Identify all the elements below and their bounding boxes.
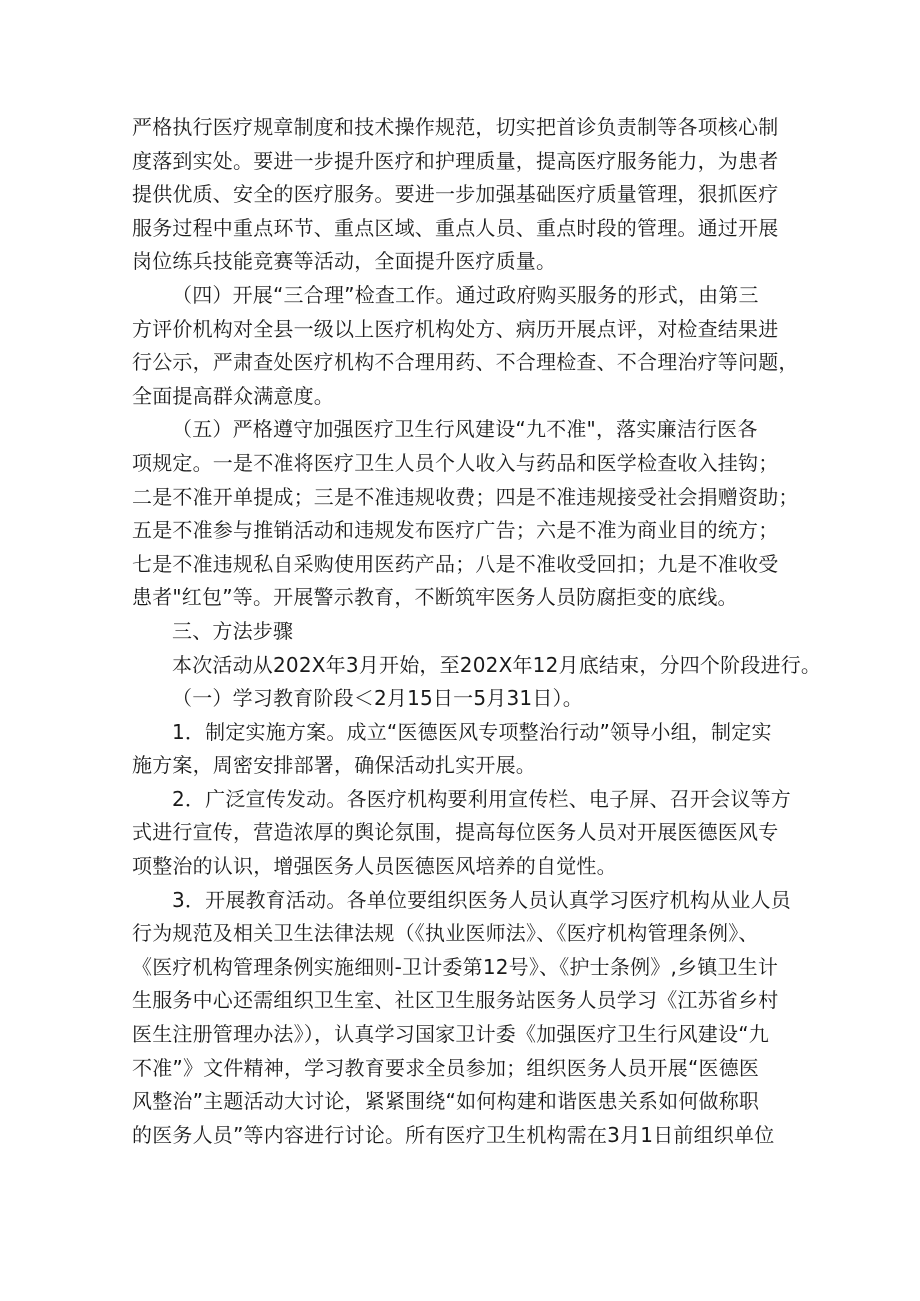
text-line: 项整治的认识，增强医务人员医德医风培养的自觉性。 <box>132 854 617 879</box>
text-line: 提供优质、安全的医疗服务。要进一步加强基础医疗质量管理，狠抓医疗 <box>132 182 779 207</box>
text-line: 五是不准参与推销活动和违规发布医疗广告；六是不准为商业目的统方； <box>132 518 779 543</box>
text-line: 方评价机构对全县一级以上医疗机构处方、病历开展点评，对检查结果进 <box>132 316 779 341</box>
text-line: 生服务中心还需组织卫生室、社区卫生服务站医务人员学习《江苏省乡村 <box>132 988 779 1013</box>
text-line: 行公示，严肃查处医疗机构不合理用药、不合理检查、不合理治疗等问题， <box>132 350 799 375</box>
text-line: 岗位练兵技能竞赛等活动，全面提升医疗质量。 <box>132 249 557 274</box>
text-line: 三、方法步骤 <box>172 618 294 643</box>
text-line: 服务过程中重点环节、重点区域、重点人员、重点时段的管理。通过开展 <box>132 215 779 240</box>
text-line: 《医疗机构管理条例实施细则-卫计委第12号》、《护士条例》,乡镇卫生计 <box>132 954 779 979</box>
text-line: 施方案，周密安排部署，确保活动扎实开展。 <box>132 753 536 778</box>
text-line: 不准”》文件精神，学习教育要求全员参加；组织医务人员开展“医德医 <box>132 1055 760 1080</box>
text-line: 项规定。一是不准将医疗卫生人员个人收入与药品和医学检查收入挂钩； <box>132 450 779 475</box>
text-line: 本次活动从202X年3月开始，至202X年12月底结束，分四个阶段进行。 <box>172 652 822 677</box>
text-line: 式进行宣传，营造浓厚的舆论氛围，提高每位医务人员对开展医德医风专 <box>132 820 779 845</box>
text-line: （五）严格遵守加强医疗卫生行风建设“九不准"，落实廉洁行医各 <box>172 417 758 442</box>
text-line: 全面提高群众满意度。 <box>132 383 334 408</box>
text-line: 的医务人员”等内容进行讨论。所有医疗卫生机构需在3月1日前组织单位 <box>132 1122 775 1147</box>
text-line: 二是不准开单提成；三是不准违规收费；四是不准违规接受社会捐赠资助； <box>132 484 799 509</box>
text-line: （一）学习教育阶段＜2月15日一5月31日）。 <box>172 686 583 711</box>
text-line: 行为规范及相关卫生法律法规（《执业医师法》、《医疗机构管理条例》、 <box>132 921 759 946</box>
text-line: 七是不准违规私自采购使用医药产品；八是不准收受回扣；九是不准收受 <box>132 551 779 576</box>
text-line: （四）开展“三合理”检查工作。通过政府购买服务的形式，由第三 <box>172 282 759 307</box>
text-line: 1．制定实施方案。成立“医德医风专项整治行动”领导小组，制定实 <box>172 719 772 744</box>
text-line: 3．开展教育活动。各单位要组织医务人员认真学习医疗机构从业人员 <box>172 887 791 912</box>
text-line: 2．广泛宣传发动。各医疗机构要利用宣传栏、电子屏、召开会议等方 <box>172 786 791 811</box>
document-body <box>132 111 822 1152</box>
text-line: 风整治”主题活动大讨论，紧紧围绕“如何构建和谐医患关系如何做称职 <box>132 1089 760 1114</box>
text-line: 医生注册管理办法》），认真学习国家卫计委《加强医疗卫生行风建设“九 <box>132 1022 769 1047</box>
text-line: 患者"红包”等。开展警示教育，不断筑牢医务人员防腐拒变的底线。 <box>132 585 738 610</box>
text-line: 度落到实处。要进一步提升医疗和护理质量，提高医疗服务能力，为患者 <box>132 148 779 173</box>
text-line: 严格执行医疗规章制度和技术操作规范，切实把首诊负责制等各项核心制 <box>132 115 779 139</box>
